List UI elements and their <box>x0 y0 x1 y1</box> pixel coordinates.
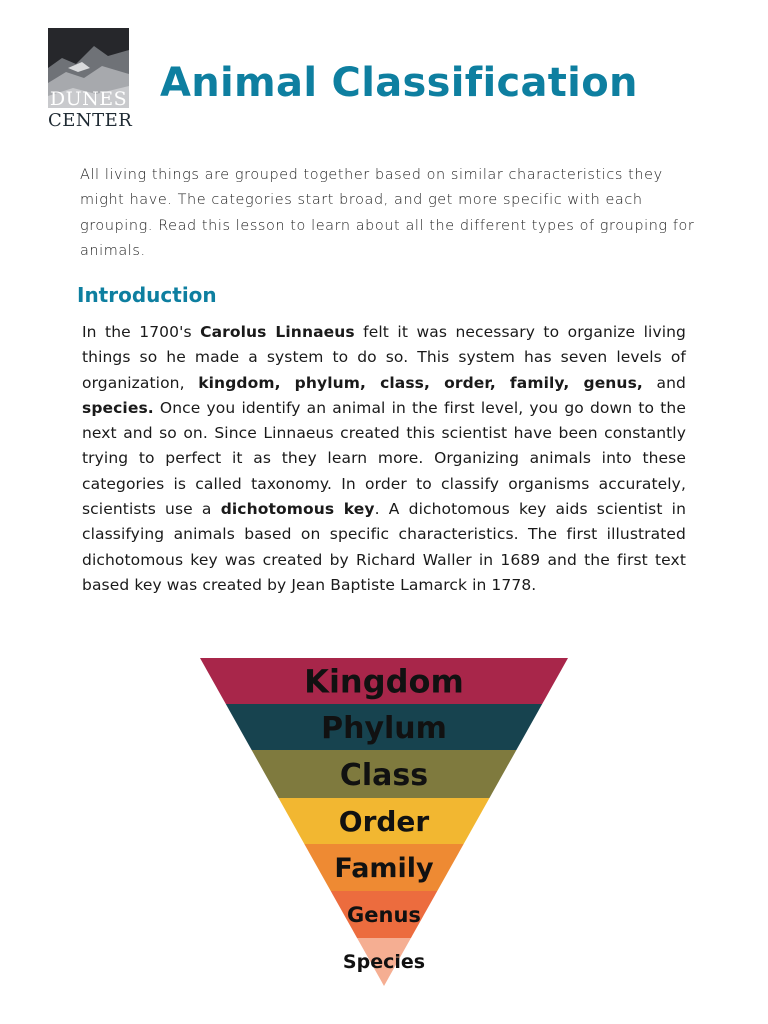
bold-term: species. <box>82 398 154 417</box>
pyramid-label-kingdom: Kingdom <box>304 662 464 701</box>
section-heading-introduction: Introduction <box>77 283 217 307</box>
logo-text-dunes: DUNES <box>49 88 128 110</box>
pyramid-label-genus: Genus <box>347 903 421 928</box>
pyramid-label-species: Species <box>342 951 426 973</box>
pyramid-label-phylum: Phylum <box>321 710 447 746</box>
paragraph-text: Once you identify an animal in the first level, you go down to the next and so on. Since Linnaeus created this scientist have been constantly trying to perfect it as they learn more. Organizing animals into these categories is called taxonomy. In order to classify organisms accurately, scientists use a <box>82 398 686 519</box>
paragraph-text: . A dichotomous key aids scientist in classifying animals based on specific characteristics. The first illustrated dichotomous key was created by Richard Waller in 1689 and the first text based key was created by Jean Baptiste Lamarck in 1778. <box>82 500 686 594</box>
pyramid-label-class: Class <box>339 757 429 793</box>
page-title: Animal Classification <box>160 60 638 106</box>
dunes-center-logo <box>48 28 133 131</box>
pyramid-label-order: Order <box>338 805 430 839</box>
introduction-paragraph <box>82 320 686 598</box>
pyramid-label-family: Family <box>334 853 434 885</box>
paragraph-text: and <box>642 373 686 392</box>
intro-paragraph: All living things are grouped together based on similar characteristics they might have. The categories start broad, and get more specific with each grouping. Read this lesson to learn about all the different types of grouping for animals. <box>80 167 695 259</box>
bold-term: Carolus Linnaeus <box>200 323 355 341</box>
logo-text-center: CENTER <box>48 110 133 131</box>
taxonomy-pyramid <box>200 658 568 988</box>
bold-term: dichotomous key <box>220 500 375 519</box>
paragraph-text: In the 1700's <box>82 323 201 341</box>
paragraph-text: felt it was necessary to organize living things so he made a system to do so. This system has seven levels of organization, <box>82 323 686 392</box>
bold-term: kingdom, phylum, class, order, family, genus, <box>198 373 643 392</box>
